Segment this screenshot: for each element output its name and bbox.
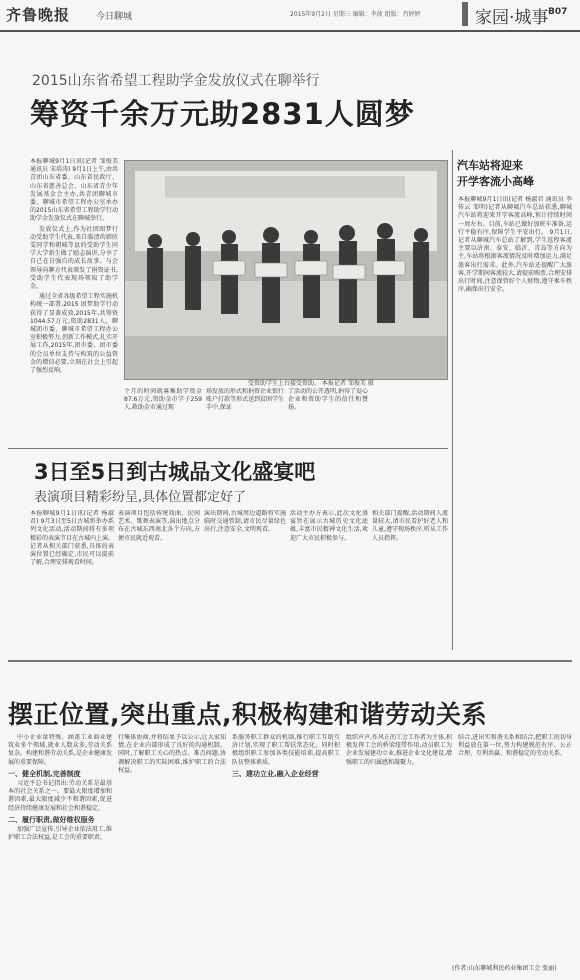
story2-subhead: 表演项目精彩纷呈,具体位置都定好了 — [34, 490, 247, 505]
story1-col4 — [288, 388, 368, 452]
story3-col3-text: 系服务职工群众的机制,推行职工互助互济计划,实现了职工帮扶常态化。同时积极组织职工参加各类技能培训,提高职工队伍整体素质。 — [232, 734, 340, 766]
story1-para-1: 本报聊城9月1日讯(记者 邹俊美 通讯员 宋培涛) 9月1日上午,由共青团山东省委、山东省民政厅、山东省慈善总会、山东省青少年发展基金会主办,共青团聊城市委、聊城市希望工程办公室承办的2015山东省希望工程助学行动助学金发放仪式在聊城举行。 — [30, 158, 118, 223]
story2-col3 — [204, 510, 286, 650]
story3-col1-subhead2: 二、履行职责,做好维权服务 — [8, 815, 95, 824]
story2-col5-text: 相关部门提醒,活动期间人流量较大,请市民看护好老人和儿童,遵守现场秩序,听从工作人员指挥。 — [372, 510, 448, 542]
story1-photo — [124, 160, 448, 380]
story3-top-rule — [8, 660, 572, 662]
story2-col4-text: 活动主办方表示,此次文化盛宴旨在展示古城历史文化底蕴,丰富市民精神文化生活,欢迎广大市民积极参与。 — [290, 510, 368, 542]
story2-col2-text: 表演项目包括传统戏曲、民间艺术、歌舞表演等,演出地点分布在古城东西南北各个方向,方便市民就近观看。 — [118, 510, 200, 542]
sidebar-text: 本报聊城9月1日讯(记者 杨淑君 通讯员 李传云 邹明)记者从聊城汽车总站获悉,聊城汽车站将迎来开学客流高峰,预计持续时间一周左右。目前,车站已做好加班车准备,运行平稳有序,保障学生平安出行。 9月1日,记者从聊城汽车总站了解到,学生返程客流主要以济南、泰安、临沂、青岛等方向为主,车站将根据客流情况及时增加运力,满足旅客出行需求。此外,汽车站还提醒广大旅客,开学期间客流较大,请提前购票,合理安排出行时间,注意保管好个人财物,遵守乘车秩序,确保出行安全。 — [458, 196, 572, 294]
section-title: 家园·城事 — [475, 8, 549, 28]
story3-col1 — [8, 734, 112, 962]
story1-para-3: 通过全省各级希望工程实施机构统一部署,2015 团梦助学行动获得了显著成效,2015年,共筹资1044.57万元,资助2831人。聊城团市委、聊城市希望工程办公室积极努力,创新工作模式,扎实开展工作,2015年,团市委、团市委的会员单位支持与构筑的公益资金的增信必要,立刻在社会上引起了强烈反响, — [30, 293, 118, 375]
story2-col2 — [118, 510, 200, 650]
story2-top-rule — [8, 448, 448, 449]
masthead-date-line: 2015年9月2日 星期三 编辑：李菠 组版：肖婷婷 — [290, 11, 421, 18]
masthead — [0, 0, 580, 32]
story2-col5 — [372, 510, 448, 650]
section-bar — [462, 2, 468, 26]
page-number: B07 — [548, 7, 568, 17]
story2-col3-text: 演出期间,古城周边道路将实施临时交通管制,请市民尽量绿色出行,注意安全,文明观看。 — [204, 510, 286, 534]
story2-col4 — [290, 510, 368, 650]
story3-col2-text: 行集体协商,并将结果予以公示,让大家知情,在企业内部形成了良好的沟通机制。同时,了解职工关心的热点、难点问题,协调解决职工的实际困难,维护职工的合法权益。 — [118, 734, 226, 774]
story3-col4-text: 组织声声,作风正的工会工作者为主体,积极发挥工会的桥梁纽带作用,动员职工为企业发展建功立业,推进企业文化建设,增强职工的归属感和凝聚力。 — [346, 734, 452, 766]
story3-col1-text-c: 加强广泛宣传,引导企业依法用工,维护职工合法权益,是工会的重要职责。 — [8, 826, 112, 842]
story3-col2 — [118, 734, 226, 962]
story3-footer: (作者:山东聊城利民药业集团工会 张丽) — [452, 965, 557, 972]
sidebar-headline — [457, 158, 572, 190]
story2-headline: 3日至5日到古城品文化盛宴吧 — [34, 460, 316, 484]
story3-col1-text-b: 习近平总书记指出:劳动关系是最基本的社会关系之一。要最大限度增加和谐因素,最大限度减少不和谐因素,促进经济持续健康发展和社会和谐稳定。 — [8, 780, 112, 812]
story3-headline: 摆正位置,突出重点,积极构建和谐劳动关系 — [8, 700, 487, 729]
story1-col2-text: 个月的时间就募集助学资金87.6万元,资助金市学子259人,救助金市通过现 — [124, 388, 202, 412]
masthead-brand-sub: 今日聊城 — [96, 12, 133, 22]
sidebar-body — [458, 196, 572, 646]
masthead-brand: 齐鲁晚报 — [6, 6, 71, 24]
story3-col1-subhead1: 一、健全机制,完善制度 — [8, 769, 81, 778]
story1-col3-text: 场发放的形式和捐资企业银行账户打款等形式送到贫困学生手中,保证 — [206, 388, 284, 412]
story3-col5 — [458, 734, 572, 960]
story2-col1 — [30, 510, 114, 650]
ceremony-photo-image — [125, 161, 447, 379]
story1-col2 — [124, 388, 202, 452]
sidebar-headline-line2: 开学客流小高峰 — [457, 175, 534, 188]
story3-col3-subhead: 三、建功立业,融入企业经营 — [232, 769, 319, 778]
story3-col3 — [232, 734, 340, 962]
story1-para-2: 发放仪式上,作为社团图梦行动受助学生代表,来自临清的韩欣雯同学和朝城等县的受助学生同学大学新生做了励志演讲,分享了自己在自强自的成长故事。与会领导向聊方代表颁发了捐资证书,受助学生代表现场领取了助学金。 — [30, 225, 118, 291]
story3-col5-text: 结合,进出实和谐关系相结合,把职工的切身利益放在第一位,努力构建规范有序、公正合理、互利共赢、和谐稳定的劳动关系。 — [458, 734, 572, 758]
story1-kicker: 2015山东省希望工程助学金发放仪式在聊举行 — [32, 73, 320, 89]
sidebar-divider — [452, 150, 453, 650]
story1-col1 — [30, 158, 118, 452]
story3-col4 — [346, 734, 452, 962]
story1-col4-text: 了活动的公开透明,捐得了爱心企业和资助学生的信任和赞扬。 — [288, 388, 368, 412]
story1-col3 — [206, 388, 284, 452]
story1-headline: 筹资千余万元助2831人圆梦 — [30, 97, 415, 131]
sidebar-headline-line1: 汽车站将迎来 — [457, 159, 523, 172]
story2-col1-text: 本报聊城9月1日讯(记者 杨淑君) 9月3日至5日古城将举办系列文化活动,活动期间将有多项精彩的表演节目在古城内上演。记者从相关部门获悉,具体的表演位置已经确定,市民可以提前了解,合理安排观看时间。 — [30, 510, 114, 567]
story1-photo-caption: 受资助学生上台接受资助。 本报记者 邹俊美 摄 — [248, 380, 374, 387]
story3-col1-text: 中小企业量特殊、涵盖工业商业建筑业多个领域,就业人数众多,劳动关系复杂。构建和谐劳动关系,是企业健康发展的重要保障。 — [8, 734, 112, 766]
